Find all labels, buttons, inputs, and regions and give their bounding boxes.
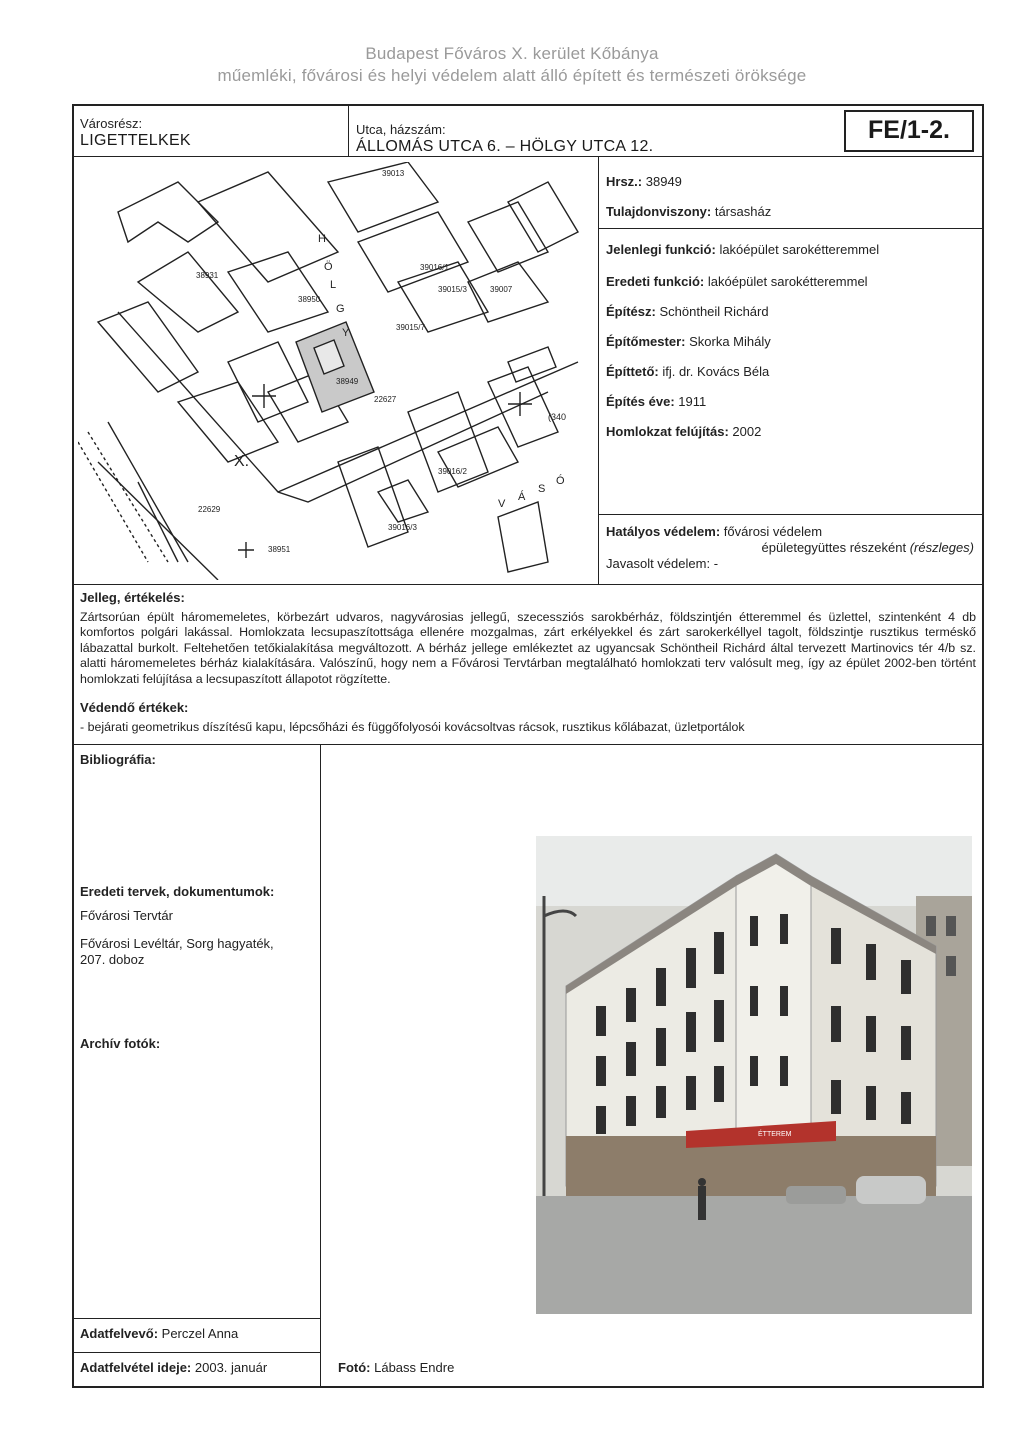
plans-item-2a: Fővárosi Levéltár, Sorg hagyaték, — [80, 936, 274, 951]
original-function-label: Eredeti funkció: — [606, 274, 705, 289]
date-value: 2003. január — [194, 1360, 268, 1375]
map-label-39015-3: 39015/3 — [438, 285, 467, 294]
client-value: ifj. dr. Kovács Béla — [662, 364, 770, 379]
page-header-subtitle: műemléki, fővárosi és helyi védelem alatt álló épített és természeti öröksége — [217, 66, 807, 85]
bibliography-divider — [72, 744, 984, 745]
header-row-divider — [72, 156, 984, 157]
protection-value: fővárosi védelem — [723, 524, 823, 539]
proposed-protection-value: - — [713, 556, 719, 571]
values-label: Védendő értékek: — [80, 700, 189, 715]
map-label-39007: 39007 — [490, 285, 513, 294]
ownership-value: társasház — [714, 204, 772, 219]
hrsz-label: Hrsz.: — [606, 174, 643, 189]
map-label-39015-7: 39015/7 — [396, 323, 425, 332]
map-label-22627: 22627 — [374, 395, 397, 404]
builder-value: Skorka Mihály — [689, 334, 771, 349]
builder-label: Építőmester: — [606, 334, 686, 349]
district-value: LIGETTELKEK — [80, 132, 191, 149]
protection-value-2: épületegyüttes részeként — [761, 540, 907, 555]
map-label-district-x: X. — [234, 453, 250, 470]
map-label-39013: 39013 — [382, 169, 405, 178]
plans-item-1: Fővárosi Tervtár — [80, 908, 173, 923]
bibliography-label: Bibliográfia: — [80, 752, 156, 767]
plans-label: Eredeti tervek, dokumentumok: — [80, 884, 275, 899]
protection-label: Hatályos védelem: — [606, 524, 721, 539]
map-letter-g: G — [336, 303, 345, 315]
map-label-39016-2: 39016/2 — [438, 467, 467, 476]
current-function-label: Jelenlegi funkció: — [606, 242, 716, 257]
year-label: Építés éve: — [606, 394, 675, 409]
map-letter-l: L — [330, 279, 337, 291]
map-label-38931: 38931 — [196, 271, 219, 280]
map-label-38949: 38949 — [336, 377, 359, 386]
renovation-value: 2002 — [732, 424, 762, 439]
info-col-divider — [598, 156, 599, 584]
date-label: Adatfelvétel ideje: — [80, 1360, 192, 1375]
record-sheet — [72, 104, 984, 1388]
map-letter-v: V — [498, 498, 506, 510]
architect-value: Schöntheil Richárd — [659, 304, 769, 319]
cadastral-map — [78, 162, 592, 580]
frame-right — [982, 104, 984, 1388]
character-divider — [72, 584, 984, 585]
map-label-39016-3: 39016/3 — [388, 523, 417, 532]
year-value: 1911 — [678, 394, 707, 409]
frame-bottom — [72, 1386, 984, 1388]
map-label-39016-1: 39016/1 — [420, 263, 449, 272]
recorder-value: Perczel Anna — [161, 1326, 239, 1341]
protection-value-3: (részleges) — [909, 540, 974, 555]
map-label-340: (340 — [548, 412, 567, 422]
photo-credit-value: Lábass Endre — [374, 1360, 455, 1375]
current-function-value: lakóépület sarokétteremmel — [719, 242, 880, 257]
map-label-38951: 38951 — [268, 545, 291, 554]
architect-label: Építész: — [606, 304, 656, 319]
ownership-label: Tulajdonviszony: — [606, 204, 712, 219]
map-label-38950: 38950 — [298, 295, 321, 304]
frame-top — [72, 104, 984, 106]
awning-sign: ÉTTEREM — [758, 1131, 792, 1138]
building-photo — [536, 836, 972, 1314]
archive-label: Archív fotók: — [80, 1036, 161, 1051]
map-letter-a: Á — [518, 491, 526, 503]
renovation-label: Homlokzat felújítás: — [606, 424, 729, 439]
map-letter-y: Y — [342, 327, 350, 339]
values-text: - bejárati geometrikus díszítésű kapu, lépcsőházi és függőfolyosói kovácsoltvas rácsok, rusztikus kőlábazat, üzletportálok — [80, 720, 745, 734]
proposed-protection-label: Javasolt védelem: — [606, 556, 711, 571]
info-divider-1 — [598, 228, 984, 229]
map-letter-o: Ö — [324, 261, 333, 273]
street-label: Utca, házszám: — [356, 122, 446, 137]
left-column-divider — [320, 744, 321, 1386]
original-function-value: lakóépület sarokétteremmel — [707, 274, 868, 289]
character-label: Jelleg, értékelés: — [80, 590, 185, 605]
map-label-22629: 22629 — [198, 505, 221, 514]
recorder-label: Adatfelvevő: — [80, 1326, 159, 1341]
client-label: Építtető: — [606, 364, 659, 379]
sheet-code: FE/1-2. — [868, 116, 950, 144]
footer-divider-1 — [72, 1318, 320, 1319]
map-street-edge-3 — [138, 482, 178, 562]
character-text: Zártsorúan épült háromemeletes, körbezárt udvaros, nagyvárosias jellegű, szecessziós sarokbérház, földszintjén étteremmel és üzlettel, szintenként 4 db komfortos polgári lakással. Homlokzata lecsupaszítottsága ellenére mozgalmas, zárt erkélyekkel és zárt sarokerkéllyel tagolt, földszintje rusztikus terméskő lábazattal burkolt. Feltehetően tetőkialakítása megváltozott. A bérház jellege emlékeztet az ugyancsak Schöntheil Richárd által tervezett Martinovics tér 4/b sz. alatti háromemeletes bérház kialakítására. Valószínű, hogy nem a Fővárosi Tervtárban megtalálható homlokzati terv valósult meg, így az épület 2002-ben történt homlokzati felújítása a lecsupaszított állapotot rögzítette. — [80, 610, 976, 686]
hrsz-value: 38949 — [645, 174, 682, 189]
footer-divider-2 — [72, 1352, 320, 1353]
info-divider-2 — [598, 514, 984, 515]
map-letter-h: H — [318, 233, 326, 245]
map-letter-s: S — [538, 483, 546, 495]
map-letter-o2: Ó — [556, 475, 565, 487]
header-col-divider — [348, 104, 349, 156]
plans-item-2b: 207. doboz — [80, 952, 145, 967]
frame-left — [72, 104, 74, 1388]
street-value: ÁLLOMÁS UTCA 6. – HÖLGY UTCA 12. — [356, 138, 654, 155]
district-label: Városrész: — [80, 116, 143, 131]
photo-credit-label: Fotó: — [338, 1360, 371, 1375]
page-header-title: Budapest Főváros X. kerület Kőbánya — [365, 44, 659, 63]
